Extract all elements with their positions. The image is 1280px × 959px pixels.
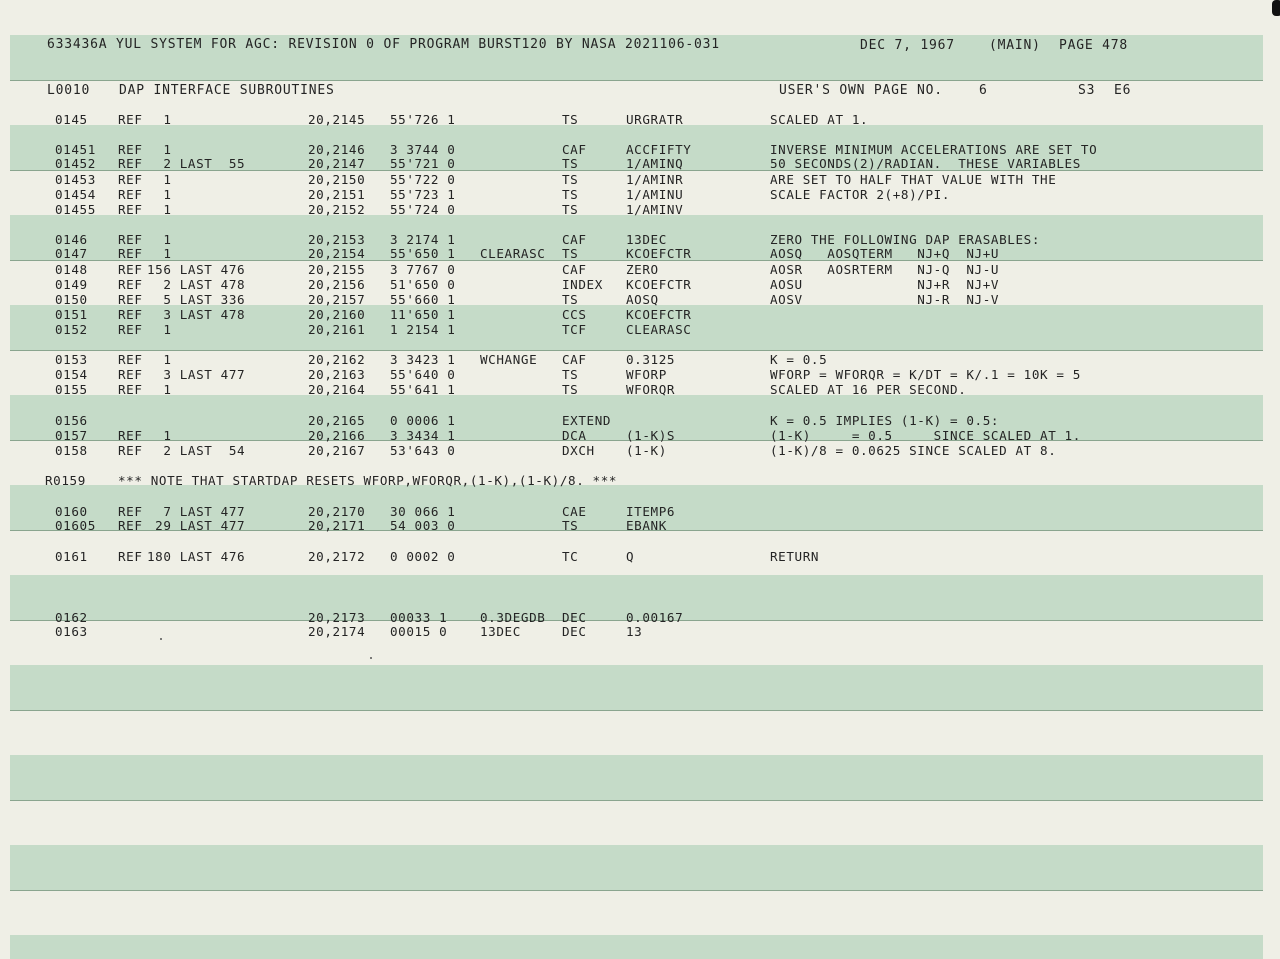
line-opcode: CAF — [562, 232, 587, 247]
line-address: 20,2153 — [308, 232, 366, 247]
line-comment: (1-K)/8 = 0.0625 SINCE SCALED AT 8. — [770, 443, 1057, 458]
line-sequence: 0157 — [55, 428, 88, 443]
line-octal-word: 11'650 1 — [390, 307, 456, 322]
paper-band — [10, 935, 1263, 959]
line-operand: (1-K)S — [626, 428, 676, 443]
paper-speck — [160, 638, 162, 640]
listing-header-date: DEC 7, 1967 — [860, 38, 955, 53]
line-ref: REF — [118, 352, 143, 367]
line-address: 20,2171 — [308, 518, 366, 533]
line-comment: ARE SET TO HALF THAT VALUE WITH THE — [770, 172, 1057, 187]
line-octal-word: 55'640 0 — [390, 367, 456, 382]
line-opcode: TS — [562, 382, 579, 397]
line-comment: AOSV NJ-R NJ-V — [770, 292, 1000, 307]
line-ref: REF — [118, 202, 143, 217]
line-comment: 50 SECONDS(2)/RADIAN. THESE VARIABLES — [770, 156, 1081, 171]
line-operand: 13 — [626, 624, 643, 639]
line-comment: K = 0.5 IMPLIES (1-K) = 0.5: — [770, 413, 1000, 428]
line-sequence: 0145 — [55, 112, 88, 127]
line-ref: REF — [118, 156, 143, 171]
line-comment: AOSR AOSRTERM NJ-Q NJ-U — [770, 262, 1000, 277]
line-ref: REF — [118, 504, 143, 519]
line-address: 20,2155 — [308, 262, 366, 277]
line-ref-info: 3 LAST 477 — [147, 367, 246, 382]
line-ref: REF — [118, 232, 143, 247]
line-sequence: 0162 — [55, 610, 88, 625]
line-ref-info: 29 LAST 477 — [147, 518, 246, 533]
line-label: CLEARASC — [480, 246, 546, 261]
line-sequence: 0153 — [55, 352, 88, 367]
line-octal-word: 3 2174 1 — [390, 232, 456, 247]
line-address: 20,2154 — [308, 246, 366, 261]
line-operand: 1/AMINQ — [626, 156, 684, 171]
line-address: 20,2163 — [308, 367, 366, 382]
line-ref: REF — [118, 262, 143, 277]
line-opcode: DCA — [562, 428, 587, 443]
line-comment: ZERO THE FOLLOWING DAP ERASABLES: — [770, 232, 1041, 247]
line-octal-word: 0 0006 1 — [390, 413, 456, 428]
own-page-label: USER'S OWN PAGE NO. — [779, 83, 943, 98]
line-sequence: 0152 — [55, 322, 88, 337]
line-ref: REF — [118, 292, 143, 307]
line-ref: REF — [118, 322, 143, 337]
line-ref-info: 1 — [147, 322, 172, 337]
section-s-code: S3 — [1078, 83, 1096, 98]
line-opcode: TS — [562, 518, 579, 533]
line-octal-word: 55'726 1 — [390, 112, 456, 127]
line-opcode: CAE — [562, 504, 587, 519]
line-ref-info: 2 LAST 54 — [147, 443, 246, 458]
line-ref-info: 1 — [147, 428, 172, 443]
line-operand: Q — [626, 549, 635, 564]
line-operand: 0.00167 — [626, 610, 684, 625]
line-sequence: 0156 — [55, 413, 88, 428]
line-octal-word: 3 3744 0 — [390, 142, 456, 157]
line-label: WCHANGE — [480, 352, 538, 367]
line-ref: REF — [118, 142, 143, 157]
line-comment: (1-K) = 0.5 SINCE SCALED AT 1. — [770, 428, 1081, 443]
line-octal-word: 51'650 0 — [390, 277, 456, 292]
line-octal-word: 55'722 0 — [390, 172, 456, 187]
line-ref-info: 7 LAST 477 — [147, 504, 246, 519]
line-ref: REF — [118, 382, 143, 397]
line-address: 20,2150 — [308, 172, 366, 187]
line-ref: REF — [118, 112, 143, 127]
line-ref-info: 3 LAST 478 — [147, 307, 246, 322]
punch-mark — [1272, 0, 1280, 16]
line-sequence: 0146 — [55, 232, 88, 247]
line-ref: REF — [118, 549, 143, 564]
line-ref-info: 1 — [147, 202, 172, 217]
line-address: 20,2160 — [308, 307, 366, 322]
line-operand: WFORQR — [626, 382, 676, 397]
line-operand: EBANK — [626, 518, 667, 533]
line-ref: REF — [118, 187, 143, 202]
line-sequence: 01452 — [55, 156, 96, 171]
section-e-code: E6 — [1114, 83, 1132, 98]
line-opcode: TS — [562, 187, 579, 202]
line-octal-word: 55'641 1 — [390, 382, 456, 397]
line-address: 20,2162 — [308, 352, 366, 367]
line-sequence: 0147 — [55, 246, 88, 261]
line-octal-word: 3 3423 1 — [390, 352, 456, 367]
line-operand: KCOEFCTR — [626, 246, 692, 261]
line-operand: CLEARASC — [626, 322, 692, 337]
line-address: 20,2173 — [308, 610, 366, 625]
line-ref-info: 1 — [147, 187, 172, 202]
line-address: 20,2161 — [308, 322, 366, 337]
line-octal-word: 55'724 0 — [390, 202, 456, 217]
line-sequence: 01453 — [55, 172, 96, 187]
line-address: 20,2165 — [308, 413, 366, 428]
section-log-number: L0010 — [47, 83, 91, 98]
line-label: 0.3DEGDB — [480, 610, 546, 625]
line-opcode: TS — [562, 292, 579, 307]
listing-header-title: 633436A YUL SYSTEM FOR AGC: REVISION 0 OF PROGRAM BURST120 BY NASA 2021106-031 — [47, 37, 720, 52]
line-opcode: TS — [562, 156, 579, 171]
line-octal-word: 55'660 1 — [390, 292, 456, 307]
line-ref: REF — [118, 307, 143, 322]
line-opcode: TCF — [562, 322, 587, 337]
line-operand: KCOEFCTR — [626, 307, 692, 322]
line-ref-info: 1 — [147, 246, 172, 261]
line-octal-word: 55'721 0 — [390, 156, 456, 171]
line-octal-word: 55'723 1 — [390, 187, 456, 202]
line-octal-word: 0 0002 0 — [390, 549, 456, 564]
line-opcode: TS — [562, 112, 579, 127]
line-ref-info: 1 — [147, 382, 172, 397]
line-opcode: EXTEND — [562, 413, 612, 428]
line-octal-word: 00033 1 — [390, 610, 448, 625]
line-address: 20,2174 — [308, 624, 366, 639]
line-operand: 1/AMINR — [626, 172, 684, 187]
paper-rule — [10, 710, 1263, 711]
line-address: 20,2147 — [308, 156, 366, 171]
line-operand: 13DEC — [626, 232, 667, 247]
line-octal-word: 54 003 0 — [390, 518, 456, 533]
paper-rule — [10, 800, 1263, 801]
line-sequence: 0160 — [55, 504, 88, 519]
line-comment: SCALED AT 1. — [770, 112, 869, 127]
remark-text: *** NOTE THAT STARTDAP RESETS WFORP,WFORQR,(1-K),(1-K)/8. *** — [118, 473, 618, 488]
line-sequence: 0154 — [55, 367, 88, 382]
line-address: 20,2151 — [308, 187, 366, 202]
line-operand: URGRATR — [626, 112, 684, 127]
line-operand: ITEMP6 — [626, 504, 676, 519]
line-sequence: 0158 — [55, 443, 88, 458]
paper-band — [10, 755, 1263, 800]
line-sequence: 01455 — [55, 202, 96, 217]
line-address: 20,2157 — [308, 292, 366, 307]
line-address: 20,2170 — [308, 504, 366, 519]
line-opcode: TC — [562, 549, 579, 564]
line-comment: AOSU NJ+R NJ+V — [770, 277, 1000, 292]
line-opcode: INDEX — [562, 277, 603, 292]
line-operand: AOSQ — [626, 292, 659, 307]
line-opcode: TS — [562, 246, 579, 261]
line-operand: ZERO — [626, 262, 659, 277]
line-ref: REF — [118, 367, 143, 382]
line-address: 20,2167 — [308, 443, 366, 458]
listing-header-main: (MAIN) — [989, 38, 1041, 53]
line-ref-info: 180 LAST 476 — [147, 549, 246, 564]
line-opcode: CAF — [562, 352, 587, 367]
line-address: 20,2156 — [308, 277, 366, 292]
line-ref-info: 1 — [147, 112, 172, 127]
paper-band — [10, 845, 1263, 890]
line-octal-word: 1 2154 1 — [390, 322, 456, 337]
line-comment: K = 0.5 — [770, 352, 828, 367]
paper-rule — [10, 890, 1263, 891]
paper-rule — [10, 350, 1263, 351]
listing-header-page: PAGE 478 — [1059, 38, 1129, 53]
line-ref-info: 2 LAST 55 — [147, 156, 246, 171]
line-opcode: CCS — [562, 307, 587, 322]
paper-rule — [10, 80, 1263, 81]
line-sequence: 0155 — [55, 382, 88, 397]
line-label: 13DEC — [480, 624, 521, 639]
line-comment: SCALED AT 16 PER SECOND. — [770, 382, 967, 397]
line-comment: AOSQ AOSQTERM NJ+Q NJ+U — [770, 246, 1000, 261]
line-address: 20,2145 — [308, 112, 366, 127]
line-operand: 1/AMINU — [626, 187, 684, 202]
line-sequence: 0161 — [55, 549, 88, 564]
line-sequence: 01454 — [55, 187, 96, 202]
line-operand: (1-K) — [626, 443, 667, 458]
line-sequence: 01605 — [55, 518, 96, 533]
line-address: 20,2152 — [308, 202, 366, 217]
line-comment: SCALE FACTOR 2(+8)/PI. — [770, 187, 951, 202]
line-address: 20,2146 — [308, 142, 366, 157]
line-ref-info: 5 LAST 336 — [147, 292, 246, 307]
line-ref: REF — [118, 443, 143, 458]
line-octal-word: 3 3434 1 — [390, 428, 456, 443]
line-opcode: TS — [562, 367, 579, 382]
line-address: 20,2164 — [308, 382, 366, 397]
line-ref: REF — [118, 172, 143, 187]
line-sequence: 01451 — [55, 142, 96, 157]
line-comment: INVERSE MINIMUM ACCELERATIONS ARE SET TO — [770, 142, 1098, 157]
line-operand: WFORP — [626, 367, 667, 382]
line-octal-word: 00015 0 — [390, 624, 448, 639]
line-octal-word: 3 7767 0 — [390, 262, 456, 277]
line-opcode: DEC — [562, 610, 587, 625]
line-sequence: 0150 — [55, 292, 88, 307]
line-octal-word: 55'650 1 — [390, 246, 456, 261]
own-page-number: 6 — [979, 83, 988, 98]
line-ref-info: 1 — [147, 232, 172, 247]
line-octal-word: 53'643 0 — [390, 443, 456, 458]
line-operand: 0.3125 — [626, 352, 676, 367]
line-ref-info: 1 — [147, 142, 172, 157]
line-comment: WFORP = WFORQR = K/DT = K/.1 = 10K = 5 — [770, 367, 1081, 382]
line-ref: REF — [118, 246, 143, 261]
line-opcode: CAF — [562, 142, 587, 157]
line-opcode: TS — [562, 172, 579, 187]
line-operand: KCOEFCTR — [626, 277, 692, 292]
paper-speck — [370, 657, 372, 659]
line-ref-info: 1 — [147, 352, 172, 367]
line-sequence: 0149 — [55, 277, 88, 292]
line-octal-word: 30 066 1 — [390, 504, 456, 519]
line-ref: REF — [118, 428, 143, 443]
line-ref-info: 156 LAST 476 — [147, 262, 246, 277]
line-opcode: DXCH — [562, 443, 595, 458]
line-comment: RETURN — [770, 549, 820, 564]
line-opcode: CAF — [562, 262, 587, 277]
line-ref: REF — [118, 277, 143, 292]
line-sequence: 0151 — [55, 307, 88, 322]
remark-sequence: R0159 — [45, 473, 86, 488]
line-ref-info: 2 LAST 478 — [147, 277, 246, 292]
line-ref-info: 1 — [147, 172, 172, 187]
line-opcode: TS — [562, 202, 579, 217]
line-sequence: 0163 — [55, 624, 88, 639]
line-ref: REF — [118, 518, 143, 533]
line-address: 20,2166 — [308, 428, 366, 443]
section-title: DAP INTERFACE SUBROUTINES — [119, 83, 335, 98]
line-operand: ACCFIFTY — [626, 142, 692, 157]
paper-band — [10, 665, 1263, 710]
line-operand: 1/AMINV — [626, 202, 684, 217]
line-address: 20,2172 — [308, 549, 366, 564]
line-sequence: 0148 — [55, 262, 88, 277]
line-opcode: DEC — [562, 624, 587, 639]
